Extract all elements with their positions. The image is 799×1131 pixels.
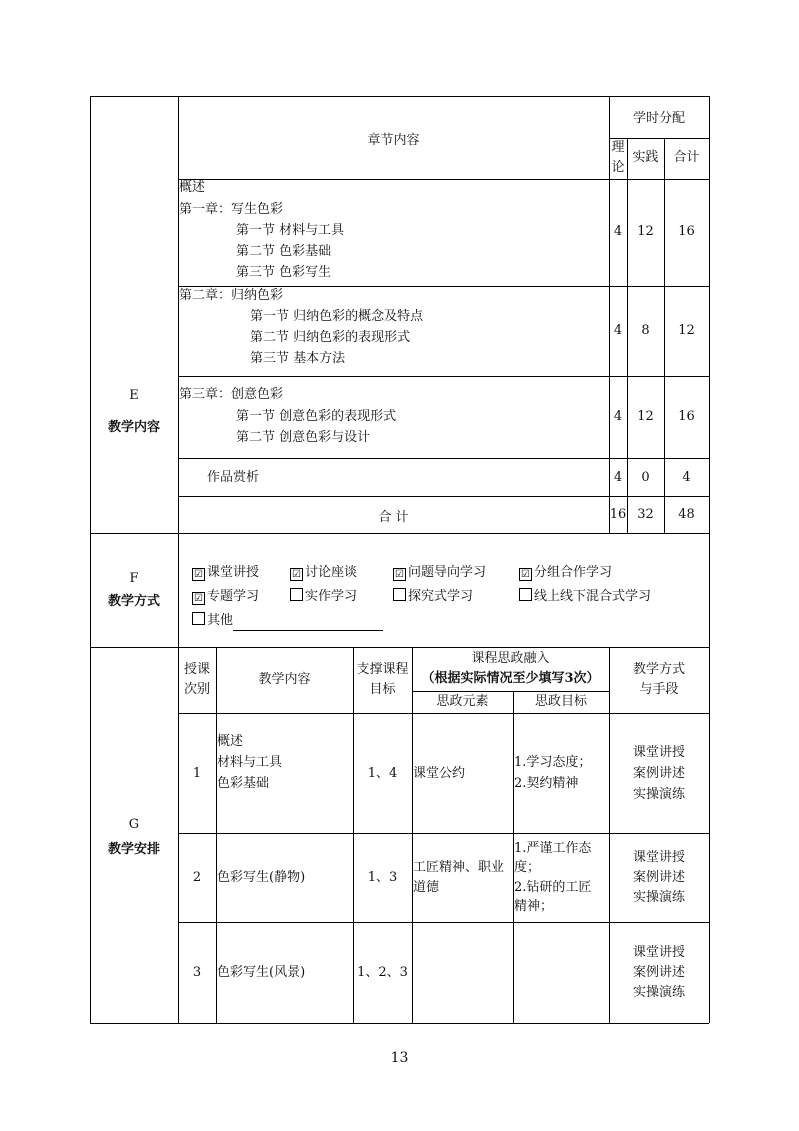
practice-hours: 12 <box>637 409 654 424</box>
theory-hours: 4 <box>613 409 623 424</box>
total-hours: 4 <box>682 470 691 485</box>
total-hours: 16 <box>678 409 695 424</box>
row-method: 实操演练 <box>632 890 685 905</box>
chapter-line: 第三节 基本方法 <box>250 351 346 366</box>
header-ideology-note: （根据实际情况至少填写3次） <box>421 671 600 686</box>
header-session: 次别 <box>183 682 210 697</box>
works-label: 作品赏析 <box>207 470 260 485</box>
chapter-line: 第三章：创意色彩 <box>179 387 284 402</box>
row-target: 2.契约精神 <box>514 776 579 791</box>
total-hours: 12 <box>678 323 695 338</box>
row-goal: 1、4 <box>367 766 398 781</box>
other-blank-field[interactable] <box>233 616 383 631</box>
rule <box>90 96 709 97</box>
row-element: 课堂公约 <box>413 766 466 781</box>
header-practice: 实践 <box>632 150 659 165</box>
header-ideology: 课程思政融入 <box>471 651 550 666</box>
rule <box>709 96 710 1023</box>
session-number: 1 <box>192 766 202 781</box>
header-teaching-method: 教学方式 <box>632 662 685 677</box>
header-hours-allocation: 学时分配 <box>632 111 685 126</box>
rule <box>90 1023 709 1024</box>
section-e-title: 教学内容 <box>107 420 160 435</box>
header-theory: 论 <box>611 160 625 175</box>
header-ideology-goal: 思政目标 <box>534 694 587 709</box>
row-method: 实操演练 <box>632 787 685 802</box>
session-number: 3 <box>192 965 202 980</box>
chapter-line: 第二节 色彩基础 <box>236 244 332 259</box>
header-teaching-content: 教学内容 <box>258 672 311 687</box>
sum-label: 合 计 <box>378 510 409 525</box>
row-target: 度； <box>514 860 541 875</box>
chapter-line: 第一节 归纳色彩的概念及特点 <box>250 309 424 324</box>
header-theory: 理 <box>611 140 625 155</box>
row-method: 课堂讲授 <box>632 745 685 760</box>
checkbox-blended[interactable]: 线上线下混合式学习 <box>519 587 651 607</box>
row-content: 色彩基础 <box>217 776 270 791</box>
header-chapter-content: 章节内容 <box>367 133 420 148</box>
total-hours: 16 <box>678 224 695 239</box>
section-f-title: 教学方式 <box>107 594 160 609</box>
row-target: 1.严谨工作态 <box>514 841 592 856</box>
section-g-code: G <box>128 817 140 832</box>
chapter-line: 第一章：写生色彩 <box>179 202 284 217</box>
header-course-goal: 目标 <box>369 682 396 697</box>
rule <box>90 96 91 1023</box>
chapter-line: 概述 <box>179 180 206 195</box>
checkbox-other[interactable]: 其他 <box>192 611 383 631</box>
row-content: 色彩写生(风景) <box>217 965 306 980</box>
rule <box>178 458 709 459</box>
section-e-code: E <box>129 388 139 403</box>
rule <box>90 533 709 534</box>
session-number: 2 <box>192 870 202 885</box>
row-element: 工匠精神、职业 <box>413 860 505 875</box>
rule <box>178 833 709 834</box>
checkbox-group-cooperation[interactable]: ☑ 分组合作学习 <box>519 563 612 583</box>
section-g-title: 教学安排 <box>107 842 160 857</box>
practice-hours: 8 <box>641 323 650 338</box>
checkbox-topic-study[interactable]: ☑ 专题学习 <box>192 587 259 607</box>
row-goal: 1、3 <box>367 870 398 885</box>
chapter-line: 第一节 创意色彩的表现形式 <box>236 409 397 424</box>
header-total: 合计 <box>673 150 700 165</box>
row-element: 道德 <box>413 880 440 895</box>
rule <box>178 533 179 647</box>
rule <box>90 647 709 648</box>
row-method: 案例讲述 <box>632 766 685 781</box>
checkbox-problem-based[interactable]: ☑ 问题导向学习 <box>393 563 486 583</box>
theory-hours: 4 <box>613 470 623 485</box>
chapter-line: 第二节 创意色彩与设计 <box>236 430 371 445</box>
row-target: 精神； <box>514 899 554 914</box>
checkbox-practical[interactable]: 实作学习 <box>290 587 357 607</box>
row-content: 概述 <box>217 734 244 749</box>
theory-hours: 16 <box>609 507 627 522</box>
header-session: 授课 <box>183 662 210 677</box>
row-method: 案例讲述 <box>632 965 685 980</box>
chapter-line: 第三节 色彩写生 <box>236 265 332 280</box>
row-content: 色彩写生(静物) <box>217 870 306 885</box>
checkbox-lecture[interactable]: ☑ 课堂讲授 <box>192 563 259 583</box>
row-content: 材料与工具 <box>217 755 283 770</box>
header-ideology-element: 思政元素 <box>436 694 489 709</box>
checkbox-inquiry[interactable]: 探究式学习 <box>393 587 473 607</box>
page-number: 13 <box>390 1050 409 1066</box>
chapter-line: 第二章：归纳色彩 <box>179 288 284 303</box>
rule <box>178 922 709 923</box>
row-method: 实操演练 <box>632 985 685 1000</box>
theory-hours: 4 <box>613 224 623 239</box>
row-target: 2.钻研的工匠 <box>514 880 592 895</box>
row-method: 课堂讲授 <box>632 945 685 960</box>
rule <box>178 376 709 377</box>
practice-hours: 32 <box>637 507 654 522</box>
row-method: 案例讲述 <box>632 870 685 885</box>
theory-hours: 4 <box>613 323 623 338</box>
rule <box>178 96 179 533</box>
row-target: 1.学习态度； <box>514 755 592 770</box>
practice-hours: 0 <box>641 470 650 485</box>
checkbox-discussion[interactable]: ☑ 讨论座谈 <box>290 563 357 583</box>
row-method: 课堂讲授 <box>632 850 685 865</box>
rule <box>178 496 709 497</box>
rule <box>178 179 709 180</box>
row-goal: 1、2、3 <box>357 965 408 980</box>
header-teaching-method: 与手段 <box>639 682 679 697</box>
section-f-code: F <box>129 571 139 586</box>
rule <box>178 713 709 714</box>
header-course-goal: 支撑课程 <box>356 662 409 677</box>
chapter-line: 第一节 材料与工具 <box>236 223 345 238</box>
practice-hours: 12 <box>637 224 654 239</box>
total-hours: 48 <box>678 507 695 522</box>
chapter-line: 第二节 归纳色彩的表现形式 <box>250 330 411 345</box>
